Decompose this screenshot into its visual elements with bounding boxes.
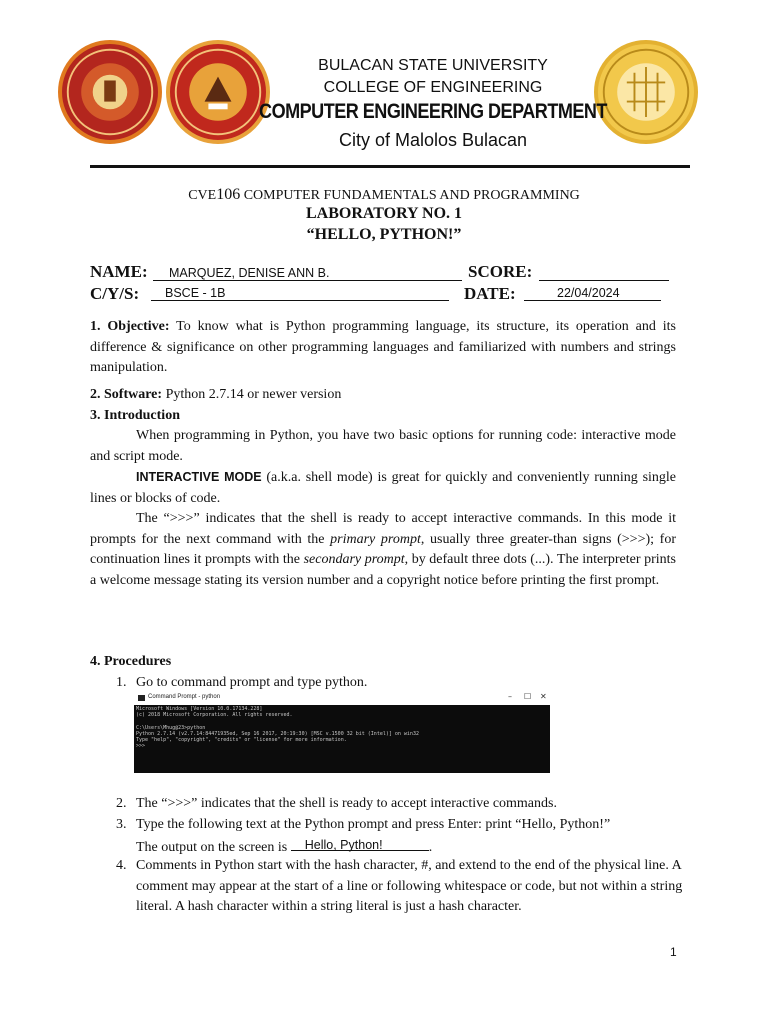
lab-number: LABORATORY NO. 1 xyxy=(305,205,463,222)
interactive-mode-term: INTERACTIVE MODE xyxy=(136,470,262,484)
output-field[interactable] xyxy=(291,836,429,851)
maximize-icon: ☐ xyxy=(524,692,532,701)
cys-field[interactable] xyxy=(151,286,449,301)
objective-paragraph: 1. Objective: To know what is Python programming language, its structure, its operation and its difference & significance on other programming languages and familiarized with numbers and strings manipulation. xyxy=(90,319,676,375)
department-name: COMPUTER ENGINEERING DEPARTMENT xyxy=(259,100,607,123)
terminal-line: C:\Users\Mhug@23>python xyxy=(136,724,206,731)
lab-title: “HELLO, PYTHON!” xyxy=(306,226,462,243)
score-field[interactable] xyxy=(539,266,669,281)
terminal-line: (c) 2018 Microsoft Corporation. All rights reserved. xyxy=(136,712,293,719)
intro-paragraph-1: When programming in Python, you have two basic options for running code: interactive mode and script mode. xyxy=(90,428,676,464)
score-label: SCORE: xyxy=(468,262,533,281)
command-prompt-screenshot xyxy=(134,693,550,773)
close-icon: ✕ xyxy=(540,692,547,701)
window-title: Command Prompt - python xyxy=(148,694,221,700)
course-title: CVE106 COMPUTER FUNDAMENTALS AND PROGRAMMING xyxy=(188,186,580,203)
name-label: NAME: xyxy=(90,262,148,281)
date-label: DATE: xyxy=(464,284,516,303)
terminal-line: Microsoft Windows [Version 10.0.17134.228] xyxy=(136,706,263,712)
terminal-icon xyxy=(138,695,145,701)
page-number: 1 xyxy=(670,945,677,959)
university-name: BULACAN STATE UNIVERSITY xyxy=(318,57,548,74)
college-name: COLLEGE OF ENGINEERING xyxy=(323,79,543,96)
intro-paragraph-3: The “>>>” indicates that the shell is ready to accept interactive commands. In this mode it prompts for the next command with the primary prompt, usually three greater-than signs (>>>); for continuation lines it prompts with the secondary prompt, by default three dots (...). The interpreter prints a welcome message stating its version number and a copyright notice before printing the first prompt. xyxy=(90,511,677,588)
intro-paragraph-2: INTERACTIVE MODE (a.k.a. shell mode) is great for quickly and conveniently running single lines or blocks of code. xyxy=(90,470,677,506)
introduction-heading: 3. Introduction xyxy=(90,408,180,423)
location: City of Malolos Bulacan xyxy=(338,130,528,150)
terminal-output xyxy=(136,706,546,749)
minimize-icon: – xyxy=(508,692,512,701)
window-title-bar xyxy=(134,693,550,705)
terminal-line: Type "help", "copyright", "credits" or "license" for more information. xyxy=(136,737,347,744)
date-value: 22/04/2024 xyxy=(557,286,620,300)
objective-label: 1. Objective: xyxy=(90,319,170,334)
cys-label: C/Y/S: xyxy=(90,284,140,303)
name-value: MARQUEZ, DENISE ANN B. xyxy=(169,266,330,280)
name-field[interactable] xyxy=(153,266,462,281)
date-field[interactable] xyxy=(524,286,661,301)
header-divider xyxy=(90,165,690,168)
procedures-heading: 4. Procedures xyxy=(90,654,172,669)
terminal-line: >>> xyxy=(136,743,146,750)
cys-value: BSCE - 1B xyxy=(165,286,226,300)
software-line: 2. Software: Python 2.7.14 or newer version xyxy=(90,387,342,402)
output-value: Hello, Python! xyxy=(304,838,383,852)
software-label: 2. Software: xyxy=(90,387,163,402)
terminal-line: Python 2.7.14 (v2.7.14:84471935ed, Sep 16 2017, 20:19:30) [MSC v.1500 32 bit (Intel)] on win32 xyxy=(136,730,419,737)
